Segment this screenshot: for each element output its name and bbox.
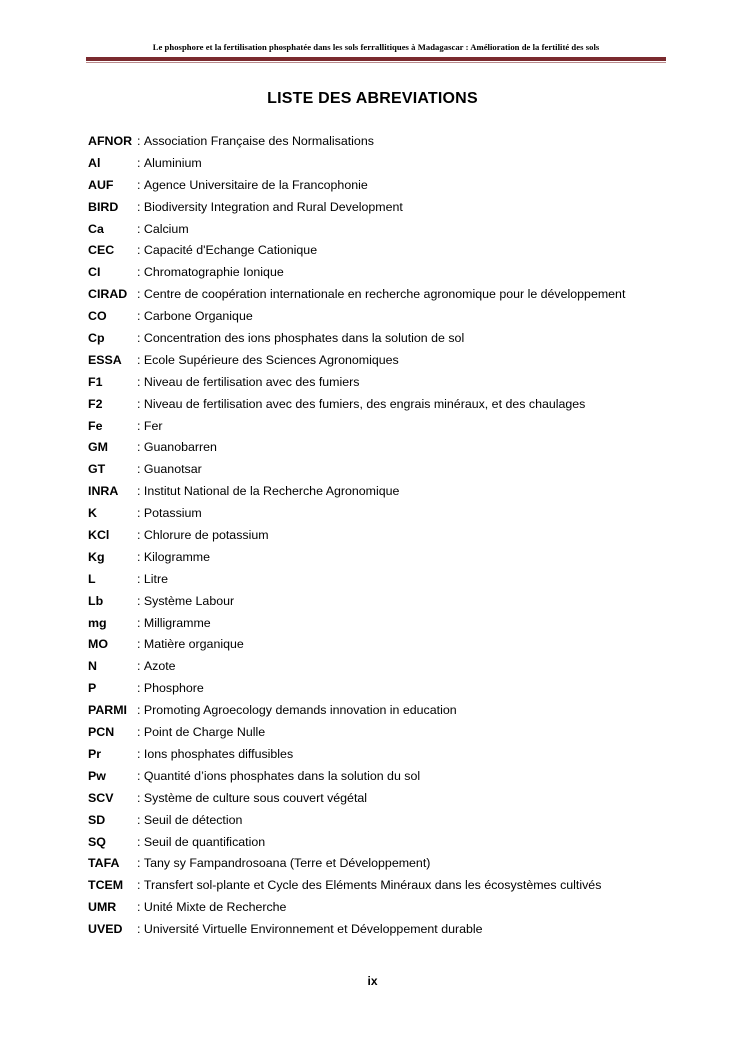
abbreviation-term: Pr (88, 746, 102, 761)
abbreviation-separator: : (137, 462, 144, 477)
abbreviation-definition: Quantité d’ions phosphates dans la solution du sol (143, 768, 421, 783)
abbreviation-separator: : (137, 287, 144, 302)
abbreviation-definition: Université Virtuelle Environnement et Développement durable (143, 922, 483, 937)
abbreviation-separator: : (137, 812, 144, 827)
abbreviation-row (88, 416, 668, 438)
abbreviation-definition: Calcium (143, 221, 189, 236)
abbreviation-definition: Chlorure de potassium (143, 528, 269, 543)
abbreviation-definition: Centre de coopération internationale en recherche agronomique pour le développement (143, 287, 626, 302)
abbreviation-row (88, 350, 668, 372)
abbreviation-row (88, 437, 668, 459)
abbreviation-separator: : (137, 703, 144, 718)
abbreviation-term: CEC (88, 243, 115, 258)
abbreviation-row (88, 613, 668, 635)
abbreviation-term: Cp (88, 331, 105, 346)
abbreviation-separator: : (137, 900, 144, 915)
abbreviation-definition: Concentration des ions phosphates dans la solution de sol (143, 331, 465, 346)
abbreviation-definition: Aluminium (143, 155, 202, 170)
abbreviation-definition: Matière organique (143, 637, 244, 652)
abbreviation-row (88, 875, 668, 897)
abbreviation-definition: Transfert sol-plante et Cycle des Eléments Minéraux dans les écosystèmes cultivés (143, 878, 602, 893)
abbreviation-separator: : (137, 549, 144, 564)
abbreviation-row (88, 394, 668, 416)
abbreviation-definition: Milligramme (143, 615, 211, 630)
abbreviation-term: UMR (88, 900, 117, 915)
abbreviation-definition: Niveau de fertilisation avec des fumiers (143, 374, 360, 389)
abbreviation-term: BIRD (88, 199, 119, 214)
abbreviation-separator: : (137, 725, 144, 740)
abbreviation-row (88, 547, 668, 569)
abbreviation-row (88, 897, 668, 919)
abbreviation-row (88, 328, 668, 350)
abbreviation-term: KCl (88, 528, 110, 543)
abbreviation-row (88, 656, 668, 678)
running-header: Le phosphore et la fertilisation phosphatée dans les sols ferrallitiques à Madagascar : Amélioration de la fertilité des sols (152, 42, 600, 52)
abbreviation-separator: : (137, 243, 144, 258)
abbreviation-definition: Carbone Organique (143, 309, 253, 324)
abbreviation-term: F1 (88, 374, 103, 389)
abbreviation-row (88, 722, 668, 744)
abbreviation-separator: : (137, 528, 144, 543)
abbreviation-term: PARMI (88, 703, 128, 718)
abbreviation-separator: : (137, 856, 144, 871)
abbreviation-separator: : (137, 593, 144, 608)
abbreviation-definition: Ions phosphates diffusibles (143, 746, 294, 761)
abbreviation-definition: Potassium (143, 506, 202, 521)
abbreviation-separator: : (137, 615, 144, 630)
abbreviation-row (88, 306, 668, 328)
abbreviation-term: AFNOR (88, 134, 133, 148)
abbreviation-term: GM (88, 440, 108, 455)
abbreviation-definition: Système de culture sous couvert végétal (143, 790, 368, 805)
abbreviation-term: Kg (88, 549, 105, 564)
abbreviation-definition: Tany sy Fampandrosoana (Terre et Développement) (143, 856, 431, 871)
abbreviation-term: ESSA (88, 352, 122, 367)
abbreviation-term: SCV (88, 790, 114, 805)
abbreviation-definition: Seuil de détection (143, 812, 243, 827)
abbreviation-term: K (88, 506, 97, 521)
abbreviation-separator: : (137, 922, 144, 937)
abbreviation-row (88, 591, 668, 613)
abbreviation-row (88, 240, 668, 262)
abbreviation-definition: Guanotsar (143, 462, 202, 477)
abbreviation-separator: : (137, 374, 144, 389)
abbreviation-row (88, 459, 668, 481)
abbreviation-term: Fe (88, 418, 103, 433)
abbreviation-definition: Association Française des Normalisations (143, 134, 374, 148)
abbreviation-separator: : (137, 834, 144, 849)
abbreviation-term: mg (88, 615, 107, 630)
abbreviation-definition: Litre (143, 571, 168, 586)
abbreviation-separator: : (137, 571, 144, 586)
abbreviation-separator: : (137, 768, 144, 783)
abbreviation-separator: : (137, 221, 144, 236)
abbreviation-term: TAFA (88, 856, 120, 871)
abbreviation-term: P (88, 681, 97, 696)
abbreviation-term: L (88, 571, 96, 586)
abbreviation-separator: : (137, 878, 144, 893)
header-rule-thin (86, 62, 666, 63)
abbreviation-separator: : (137, 790, 144, 805)
abbreviation-term: N (88, 659, 97, 674)
abbreviation-term: GT (88, 462, 106, 477)
abbreviation-definition: Agence Universitaire de la Francophonie (143, 177, 368, 192)
abbreviation-separator: : (137, 418, 144, 433)
abbreviation-row (88, 503, 668, 525)
abbreviation-row (88, 153, 668, 175)
page-number: ix (367, 974, 378, 988)
abbreviation-term: UVED (88, 922, 123, 937)
abbreviation-separator: : (137, 746, 144, 761)
abbreviation-row (88, 175, 668, 197)
abbreviation-definition: Chromatographie Ionique (143, 265, 284, 280)
abbreviation-separator: : (137, 506, 144, 521)
abbreviation-row (88, 766, 668, 788)
abbreviation-definition: Fer (143, 418, 163, 433)
abbreviation-row (88, 700, 668, 722)
abbreviation-definition: Unité Mixte de Recherche (143, 900, 287, 915)
abbreviation-term: CIRAD (88, 287, 128, 302)
abbreviation-term: SD (88, 812, 106, 827)
abbreviation-term: AUF (88, 177, 114, 192)
abbreviation-term: CI (88, 265, 101, 280)
abbreviation-definition: Promoting Agroecology demands innovation in education (143, 703, 457, 718)
abbreviation-separator: : (137, 484, 144, 499)
abbreviation-separator: : (137, 134, 144, 148)
abbreviation-separator: : (137, 177, 144, 192)
abbreviation-definition: Kilogramme (143, 549, 210, 564)
abbreviation-separator: : (137, 265, 144, 280)
abbreviation-term: Ca (88, 221, 104, 236)
abbreviation-row (88, 481, 668, 503)
abbreviation-term: Lb (88, 593, 104, 608)
abbreviation-row (88, 372, 668, 394)
abbreviation-row (88, 832, 668, 854)
abbreviation-term: Pw (88, 768, 106, 783)
abbreviation-row (88, 262, 668, 284)
abbreviation-row (88, 788, 668, 810)
abbreviation-definition: Ecole Supérieure des Sciences Agronomiques (143, 352, 399, 367)
abbreviation-definition: Guanobarren (143, 440, 217, 455)
abbreviation-term: MO (88, 637, 108, 652)
abbreviation-row (88, 678, 668, 700)
abbreviation-separator: : (137, 659, 144, 674)
abbreviation-definition: Capacité d'Echange Cationique (143, 243, 318, 258)
abbreviation-term: INRA (88, 484, 119, 499)
abbreviation-definition: Système Labour (143, 593, 235, 608)
abbreviation-row (88, 284, 668, 306)
abbreviation-definition: Institut National de la Recherche Agronomique (143, 484, 400, 499)
page-title: LISTE DES ABREVIATIONS (267, 90, 478, 107)
abbreviation-definition: Azote (143, 659, 176, 674)
abbreviation-separator: : (137, 681, 144, 696)
abbreviation-row (88, 634, 668, 656)
abbreviation-row (88, 919, 668, 941)
abbreviation-row (88, 853, 668, 875)
abbreviation-definition: Phosphore (143, 681, 204, 696)
abbreviation-row (88, 197, 668, 219)
abbreviation-definition: Seuil de quantification (143, 834, 266, 849)
abbreviation-definition: Niveau de fertilisation avec des fumiers, des engrais minéraux, et des chaulages (143, 396, 586, 411)
abbreviation-row (88, 131, 668, 153)
abbreviation-term: CO (88, 309, 107, 324)
abbreviation-term: F2 (88, 396, 103, 411)
abbreviation-separator: : (137, 309, 144, 324)
abbreviation-separator: : (137, 396, 144, 411)
abbreviation-row (88, 219, 668, 241)
abbreviation-separator: : (137, 155, 144, 170)
abbreviation-definition: Biodiversity Integration and Rural Development (143, 199, 403, 214)
abbreviation-row (88, 744, 668, 766)
abbreviation-term: TCEM (88, 878, 124, 893)
abbreviation-list (88, 131, 668, 941)
abbreviation-row (88, 525, 668, 547)
abbreviation-separator: : (137, 637, 144, 652)
abbreviation-term: Al (88, 155, 101, 170)
header-rule (86, 57, 666, 61)
abbreviation-separator: : (137, 352, 144, 367)
abbreviation-row (88, 569, 668, 591)
abbreviation-separator: : (137, 199, 144, 214)
abbreviation-definition: Point de Charge Nulle (143, 725, 266, 740)
abbreviation-term: PCN (88, 725, 115, 740)
abbreviation-separator: : (137, 331, 144, 346)
abbreviation-term: SQ (88, 834, 106, 849)
abbreviation-separator: : (137, 440, 144, 455)
abbreviation-row (88, 810, 668, 832)
